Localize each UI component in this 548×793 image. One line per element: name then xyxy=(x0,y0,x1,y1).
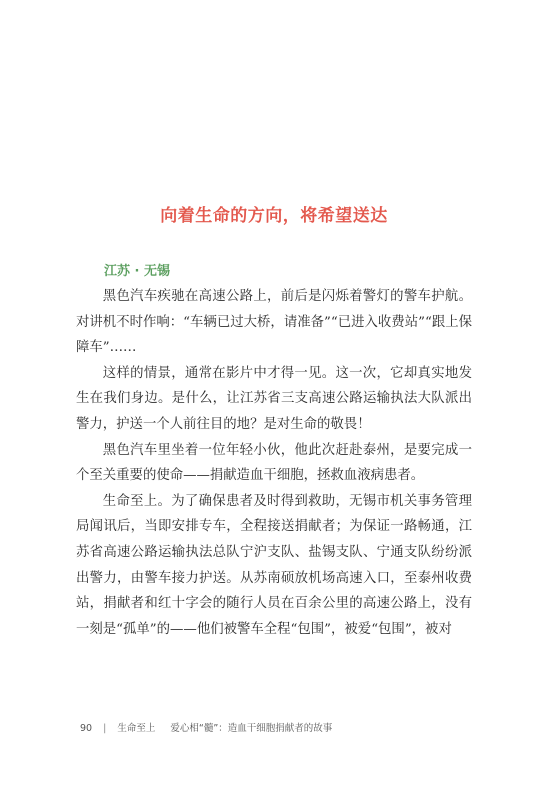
body-text xyxy=(76,284,472,642)
footer-subtitle: 爱心相“髓”：造血干细胞捐献者的故事 xyxy=(170,723,333,734)
paragraph: 这样的情景，通常在影片中才得一见。这一次，它却真实地发生在我们身边。是什么，让江苏省三支高速公路运输执法大队派出警力，护送一个人前往目的地？是对生命的敬畏！ xyxy=(76,365,472,432)
location-heading: 江苏 · 无锡 xyxy=(104,264,170,279)
footer-divider: | xyxy=(103,723,107,734)
page-number: 90 xyxy=(80,723,93,734)
footer-book-title: 生命至上 xyxy=(117,723,156,734)
paragraph: 生命至上。为了确保患者及时得到救助，无锡市机关事务管理局闻讯后，当即安排专车，全程接送捐献者；为保证一路畅通，江苏省高速公路运输执法总队宁沪支队、盐锡支队、宁通支队纷纷派出警力，由警车接力护送。从苏南硕放机场高速入口，至泰州收费站，捐献者和红十字会的随行人员在百余公里的高速公路上，没有一刻是“孤单”的——他们被警车全程“包围”，被爱“包围”，被对 xyxy=(76,493,472,637)
paragraph: 黑色汽车里坐着一位年轻小伙，他此次赶赴泰州，是要完成一个至关重要的使命——捐献造血干细胞，拯救血液病患者。 xyxy=(76,442,472,484)
paragraph: 黑色汽车疾驰在高速公路上，前后是闪烁着警灯的警车护航。对讲机不时作响：“车辆已过大桥，请准备”“已进入收费站”“跟上保障车”…… xyxy=(76,289,472,356)
page-footer xyxy=(80,720,332,734)
chapter-title: 向着生命的方向，将希望送达 xyxy=(160,206,388,226)
